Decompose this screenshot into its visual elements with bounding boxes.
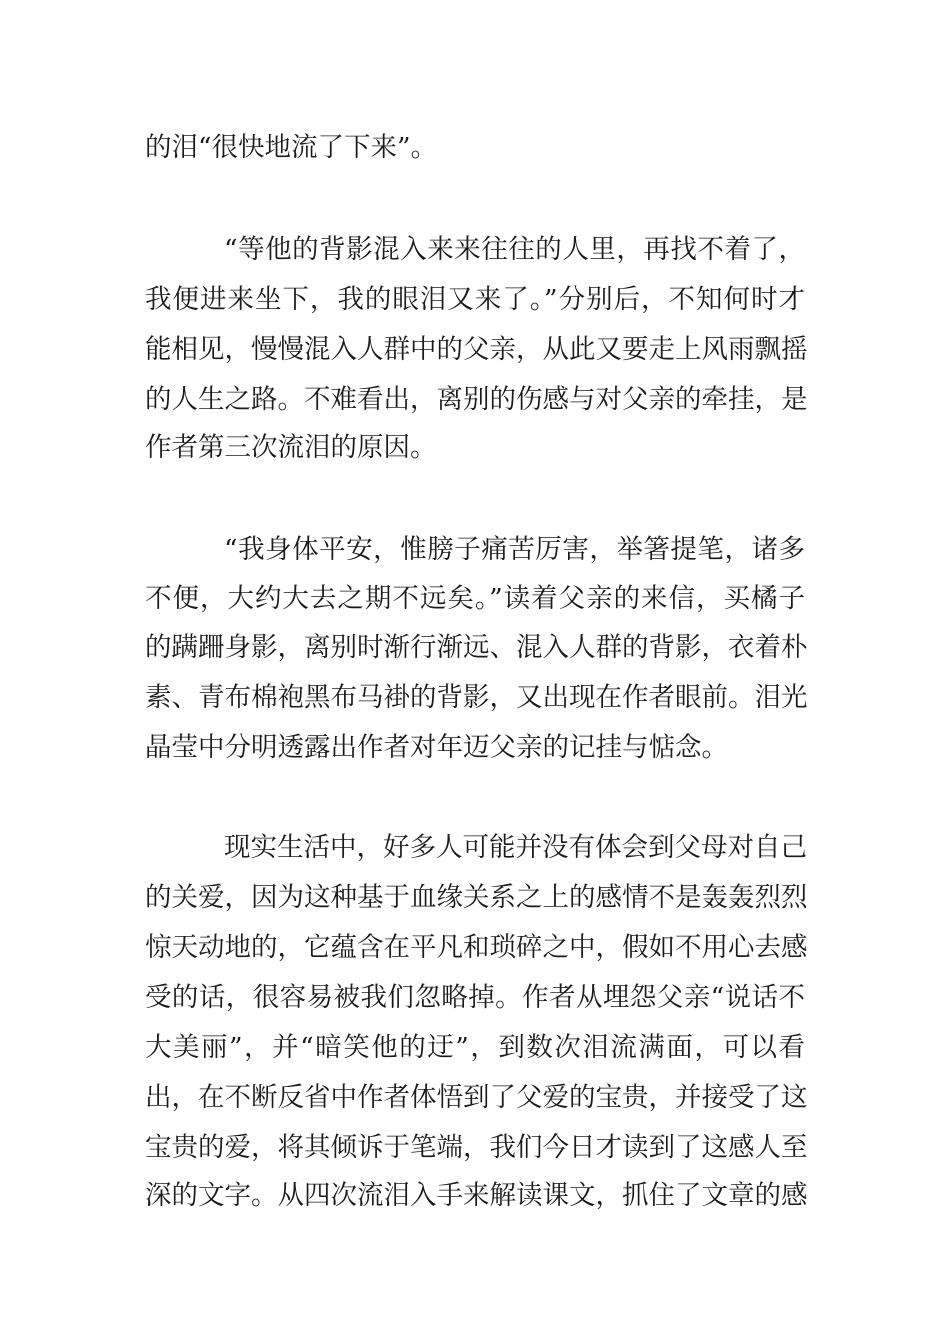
paragraph-line: “我身体平安，惟膀子痛苦厉害，举箸提笔，诸多: [224, 534, 805, 565]
paragraph-line: 我便进来坐下，我的眼泪又来了。”分别后，不知何时才: [145, 284, 805, 315]
paragraph-line: 惊天动地的，它蕴含在平凡和琐碎之中，假如不用心去感: [145, 932, 808, 963]
paragraph-line: 的人生之路。不难看出，离别的伤感与对父亲的牵挂，是: [145, 384, 808, 415]
paragraph-line: 的泪“很快地流了下来”。: [145, 132, 438, 163]
paragraph-line: 出，在不断反省中作者体悟到了父爱的宝贵，并接受了这: [145, 1082, 808, 1113]
paragraph-line: 宝贵的爱，将其倾诉于笔端，我们今日才读到了这感人至: [145, 1132, 808, 1163]
paragraph-line: 能相见，慢慢混入人群中的父亲，从此又要走上风雨飘摇: [145, 334, 808, 365]
paragraph-line: 深的文字。从四次流泪入手来解读课文，抓住了文章的感: [145, 1180, 808, 1211]
paragraph-line: 的蹒跚身影，离别时渐行渐远、混入人群的背影，衣着朴: [145, 632, 808, 663]
paragraph-line: 大美丽”，并“暗笑他的迂”，到数次泪流满面，可以看: [145, 1032, 805, 1063]
paragraph-line: 作者第三次流泪的原因。: [145, 432, 437, 463]
paragraph-line: “等他的背影混入来来往往的人里，再找不着了，: [224, 234, 805, 265]
paragraph-line: 晶莹中分明透露出作者对年迈父亲的记挂与惦念。: [145, 732, 728, 763]
paragraph-line: 受的话，很容易被我们忽略掉。作者从埋怨父亲“说话不: [145, 982, 805, 1013]
paragraph-line: 素、青布棉袍黑布马褂的背影，又出现在作者眼前。泪光: [145, 682, 808, 713]
paragraph-line: 的关爱，因为这种基于血缘关系之上的感情不是轰轰烈烈: [145, 882, 808, 913]
paragraph-line: 不便，大约大去之期不远矣。”读着父亲的来信，买橘子: [145, 583, 805, 614]
paragraph-line: 现实生活中，好多人可能并没有体会到父母对自己: [224, 832, 807, 863]
